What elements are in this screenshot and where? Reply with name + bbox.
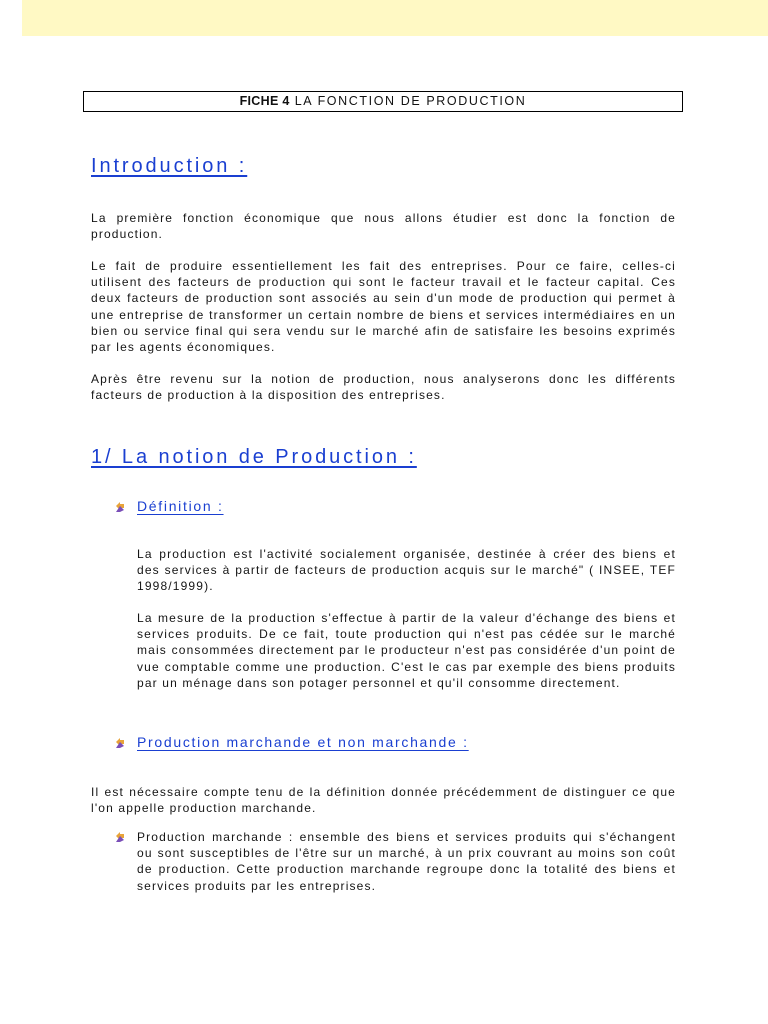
definition-paragraph-2: La mesure de la production s'effectue à partir de la valeur d'échange des biens et services produits. De ce fait, toute production qui n'est pas cédée sur le marché mais consommées directement par le producteur n'est pas considérée d'un point de vue comptable comme une production. C'est le cas par exemple des biens produits par un ménage dans son potager personnel et qu'il consomme directement. bbox=[137, 611, 676, 690]
intro-paragraph-3: Après être revenu sur la notion de production, nous analyserons donc les différents facteurs de production à la disposition des entreprises. bbox=[91, 372, 676, 403]
fiche-title: LA FONCTION DE PRODUCTION bbox=[294, 94, 527, 108]
arrow-bullet-icon bbox=[114, 737, 126, 749]
intro-paragraph-2: Le fait de produire essentiellement les fait des entreprises. Pour ce faire, celles-ci utilisent des facteurs de production qui sont le facteur travail et le facteur capital. Ces deux facteurs de production sont associés au sein d'un mode de production qui permet à une entreprise de transformer un certain nombre de biens et services intermédiaires en un bien ou service final qui sera vendu sur le marché afin de satisfaire les besoins exprimés par les agents économiques. bbox=[91, 259, 676, 355]
arrow-bullet-icon bbox=[114, 501, 126, 513]
intro-paragraph-1: La première fonction économique que nous allons étudier est donc la fonction de production. bbox=[91, 211, 676, 242]
arrow-bullet-icon bbox=[114, 831, 126, 843]
intro-heading: Introduction : bbox=[91, 155, 248, 177]
document-title-box bbox=[83, 91, 683, 112]
fiche-number: FICHE 4 bbox=[239, 94, 290, 108]
section1-heading: 1/ La notion de Production : bbox=[91, 446, 417, 468]
top-banner bbox=[22, 0, 768, 36]
definition-paragraph-1: La production est l'activité socialement organisée, destinée à créer des biens et des services à partir de facteurs de production acquis sur le marché" ( INSEE, TEF 1998/1999). bbox=[137, 547, 676, 594]
definition-heading: Définition : bbox=[137, 498, 224, 514]
production-heading: Production marchande et non marchande : bbox=[137, 734, 469, 750]
production-paragraph-1: Il est nécessaire compte tenu de la définition donnée précédemment de distinguer ce que l'on appelle production marchande. bbox=[91, 785, 676, 816]
production-marchande-item: Production marchande : ensemble des biens et services produits qui s'échangent ou sont susceptibles de l'être sur un marché, à un prix couvrant au moins son coût de production. Cette production marchande regroupe donc la totalité des biens et services produits par les entreprises. bbox=[137, 830, 676, 893]
